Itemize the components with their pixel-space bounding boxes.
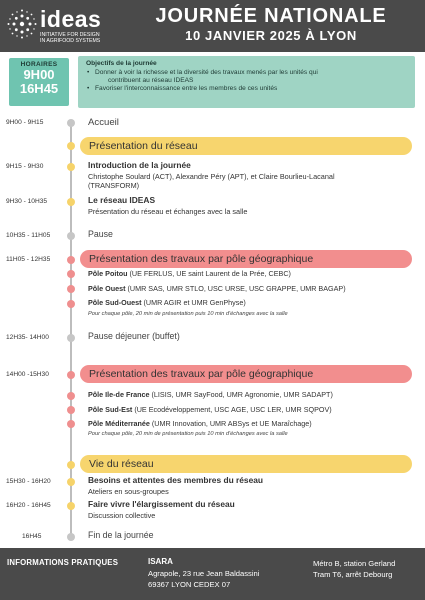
timeline-dot-section-poles-1: [67, 256, 75, 264]
event-dejeuner: Pause déjeuner (buffet): [88, 331, 180, 341]
timeline-dot-pole-sud-ouest: [67, 300, 75, 308]
pole-detail: (UMR AGIR et UMR GenPhyse): [141, 298, 246, 307]
footer-address: [148, 568, 259, 590]
objectif-item: [86, 85, 407, 93]
objectif-item-continuation: [86, 77, 407, 85]
timeline-dot-accueil: [67, 119, 75, 127]
pole-detail: (UE FERLUS, UE saint Laurent de la Prée, CEBC): [127, 269, 291, 278]
event-reseau-ideas-sub: Présentation du réseau et échanges avec la salle: [88, 207, 248, 216]
time-elargissement: 16H20 - 16H45: [6, 502, 51, 509]
event-besoins-sub: Ateliers en sous-groupes: [88, 487, 169, 496]
objectif-text: Donner à voir la richesse et la diversité des travaux menés par les unités qui: [95, 69, 318, 76]
timeline-dot-pole-mediterranee: [67, 420, 75, 428]
time-section-poles-1: 11H05 - 12H35: [6, 256, 51, 263]
event-elargissement-sub: Discussion collective: [88, 511, 156, 520]
event-fin: Fin de la journée: [88, 530, 154, 540]
section-vie-du-reseau: Vie du réseau: [80, 455, 412, 473]
objectif-item: [86, 69, 407, 77]
objectif-text: Favoriser l'interconnaissance entre les membres de ces unités: [95, 85, 278, 93]
footer-address-line-2: 69367 LYON CEDEX 07: [148, 580, 231, 589]
pole-ouest: [88, 284, 346, 293]
introduction-speakers-line-2: (TRANSFORM): [88, 181, 140, 190]
event-accueil: Accueil: [88, 117, 119, 128]
timeline-dot-dejeuner: [67, 334, 75, 342]
pole-sud-ouest: [88, 298, 246, 307]
timeline-dot-pole-poitou: [67, 270, 75, 278]
section-presentation-reseau: Présentation du réseau: [80, 137, 412, 155]
timeline-dot-besoins: [67, 478, 75, 486]
pole-detail: (UMR Innovation, UMR ABSys et UE Maraîchage): [149, 419, 312, 428]
time-introduction: 9H15 - 9H30: [6, 163, 44, 170]
section-travaux-poles-1: Présentation des travaux par pôle géographique: [80, 250, 412, 268]
timeline-dot-section-vie-reseau: [67, 461, 75, 469]
pole-detail: (UE Ecodéveloppement, USC AGE, USC LER, UMR SQPOV): [132, 405, 332, 414]
pole-name: Pôle Poitou: [88, 269, 128, 278]
pole-name: Pôle Ile-de France: [88, 390, 150, 399]
footer-transport-metro: Métro B, station Gerland: [313, 559, 396, 568]
time-besoins: 15H30 - 16H20: [6, 478, 51, 485]
header: [0, 0, 425, 52]
time-section-poles-2: 14H00 -15H30: [6, 371, 49, 378]
timeline-dot-pole-ouest: [67, 285, 75, 293]
timeline-dot-elargissement: [67, 502, 75, 510]
footer-transport: [313, 558, 395, 580]
timeline-line: [70, 120, 72, 538]
timeline-dot-introduction: [67, 163, 75, 171]
pole-mediterranee: [88, 419, 312, 428]
pole-detail: (LISIS, UMR SayFood, UMR Agronomie, UMR SADAPT): [149, 390, 333, 399]
pole-sud-est: [88, 405, 332, 414]
event-introduction-speakers: [88, 172, 418, 190]
objectifs-list: [86, 69, 407, 94]
section-travaux-poles-2: Présentation des travaux par pôle géographique: [80, 365, 412, 383]
page-title: JOURNÉE NATIONALE: [155, 5, 387, 27]
footer-label: INFORMATIONS PRATIQUES: [7, 558, 119, 567]
ideas-logo-icon: [6, 8, 38, 40]
event-elargissement-title: Faire vivre l'élargissement du réseau: [88, 499, 235, 509]
objectif-text: contribuent au réseau IDEAS: [108, 77, 194, 85]
footer-organisation: ISARA: [148, 557, 173, 566]
objectifs-box: [78, 56, 415, 108]
logo-subtitle: [40, 32, 100, 44]
event-pause: Pause: [88, 229, 113, 239]
logo-subtitle-line-2: IN AGRIFOOD SYSTEMS: [40, 38, 101, 44]
note-poles-2: Pour chaque pôle, 20 min de présentation puis 10 min d'échanges avec la salle: [88, 431, 288, 437]
horaires-box: [9, 58, 69, 106]
pole-name: Pôle Sud-Ouest: [88, 298, 142, 307]
timeline-dot-fin: [67, 533, 75, 541]
event-besoins-title: Besoins et attentes des membres du réseau: [88, 475, 264, 485]
pole-name: Pôle Méditerranée: [88, 419, 150, 428]
time-pause: 10H35 - 11H05: [6, 232, 51, 239]
time-reseau-ideas: 9H30 - 10H35: [6, 198, 48, 205]
timeline-dot-pole-ile-de-france: [67, 392, 75, 400]
ideas-logo: [6, 6, 118, 46]
event-date: 10 JANVIER 2025 À LYON: [185, 28, 357, 43]
horaires-end: 16H45: [19, 81, 59, 96]
timeline-dot-section-reseau: [67, 142, 75, 150]
timeline-dot-pause: [67, 232, 75, 240]
pole-poitou: [88, 269, 291, 278]
title-block: [126, 5, 416, 45]
event-reseau-ideas-title: Le réseau IDEAS: [88, 195, 156, 205]
horaires-start: 9H00: [23, 67, 55, 82]
logo-subtitle-line-1: INITIATIVE FOR DESIGN: [40, 32, 100, 38]
time-dejeuner: 12H35- 14H00: [6, 334, 49, 341]
objectifs-title: Objectifs de la journée: [86, 60, 157, 67]
footer-transport-tram: Tram T6, arrêt Debourg: [313, 570, 393, 579]
pole-name: Pôle Ouest: [88, 284, 126, 293]
pole-detail: (UMR SAS, UMR STLO, USC URSE, USC GRAPPE, UMR BAGAP): [125, 284, 346, 293]
pole-ile-de-france: [88, 390, 333, 399]
logo-word: ideas: [40, 6, 102, 32]
horaires-label: HORAIRES: [20, 61, 58, 68]
timeline-dot-pole-sud-est: [67, 406, 75, 414]
time-fin: 16H45: [22, 533, 42, 540]
time-accueil: 9H00 - 9H15: [6, 119, 44, 126]
timeline-dot-section-poles-2: [67, 371, 75, 379]
note-poles-1: Pour chaque pôle, 20 min de présentation puis 10 min d'échanges avec la salle: [88, 311, 288, 317]
pole-name: Pôle Sud-Est: [88, 405, 133, 414]
timeline-dot-reseau-ideas: [67, 198, 75, 206]
event-introduction-title: Introduction de la journée: [88, 160, 191, 170]
introduction-speakers-line-1: Christophe Soulard (ACT), Alexandre Péry (APT), et Claire Bourlieu-Lacanal: [88, 172, 335, 181]
footer: [0, 548, 425, 600]
footer-address-line-1: Agrapole, 23 rue Jean Baldassini: [148, 569, 260, 578]
